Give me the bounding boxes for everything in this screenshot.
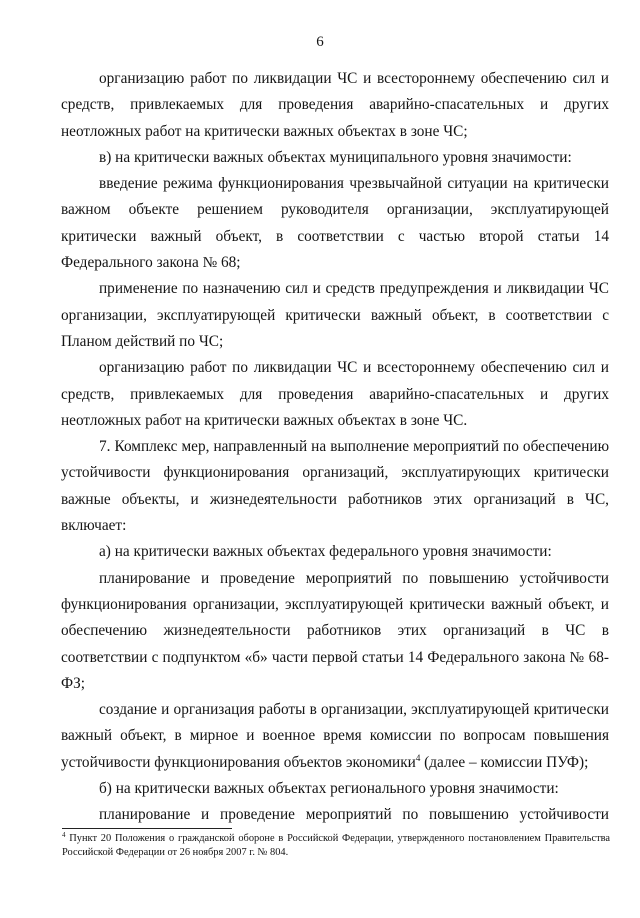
footnote-divider: [62, 828, 232, 829]
document-body: [61, 66, 609, 829]
footnote-reference: 4: [415, 752, 421, 763]
page-number: 6: [316, 34, 324, 50]
paragraph: б) на критически важных объектах регионального уровня значимости:: [99, 780, 559, 798]
paragraph: 7. Комплекс мер, направленный на выполнение мероприятий по обеспечению устойчивости функционирования организаций, эксплуатирующих критически важные объекты, и жизнедеятельности работников этих организаций в ЧС, включает:: [61, 438, 609, 535]
paragraph: планирование и проведение мероприятий по повышению устойчивости функционирования организации, эксплуатирующей критически важный объект, и обеспечению жизнедеятельности работников этих организаций в ЧС в соответствии с подпунктом «б» части первой статьи 14 Федерального закона № 68-ФЗ;: [61, 569, 609, 692]
paragraph-with-footnote: [61, 697, 609, 776]
paragraph: а) на критически важных объектах федерального уровня значимости:: [99, 543, 552, 561]
paragraph: организацию работ по ликвидации ЧС и всестороннему обеспечению сил и средств, привлекаемых для проведения аварийно-спасательных и других неотложных работ на критически важных объектах в зоне ЧС.: [61, 359, 609, 429]
paragraph-text: создание и организация работы в организации, эксплуатирующей критически важный объект, в мирное и военное время комиссии по вопросам повышения устойчивости функционирования объектов экономики: [61, 701, 609, 771]
footnote: [62, 832, 610, 859]
paragraph-tail: (далее – комиссии ПУФ);: [420, 753, 589, 771]
footnote-marker: 4: [62, 831, 66, 839]
paragraph: организацию работ по ликвидации ЧС и всестороннему обеспечению сил и средств, привлекаемых для проведения аварийно-спасательных и других неотложных работ на критически важных объектах в зоне ЧС;: [61, 70, 609, 140]
paragraph: в) на критически важных объектах муниципального уровня значимости:: [99, 148, 572, 166]
paragraph: введение режима функционирования чрезвычайной ситуации на критически важном объекте решением руководителя организации, эксплуатирующей критически важный объект, в соответствии с частью второй статьи 14 Федерального закона № 68;: [61, 175, 609, 272]
paragraph: применение по назначению сил и средств предупреждения и ликвидации ЧС организации, эксплуатирующей критически важный объект, в соответствии с Планом действий по ЧС;: [61, 280, 609, 350]
footnote-text: Пункт 20 Положения о гражданской обороне в Российской Федерации, утвержденного постановлением Правительства Российской Федерации от 26 ноября 2007 г. № 804.: [62, 833, 610, 858]
paragraph: планирование и проведение мероприятий по повышению устойчивости: [99, 806, 609, 824]
